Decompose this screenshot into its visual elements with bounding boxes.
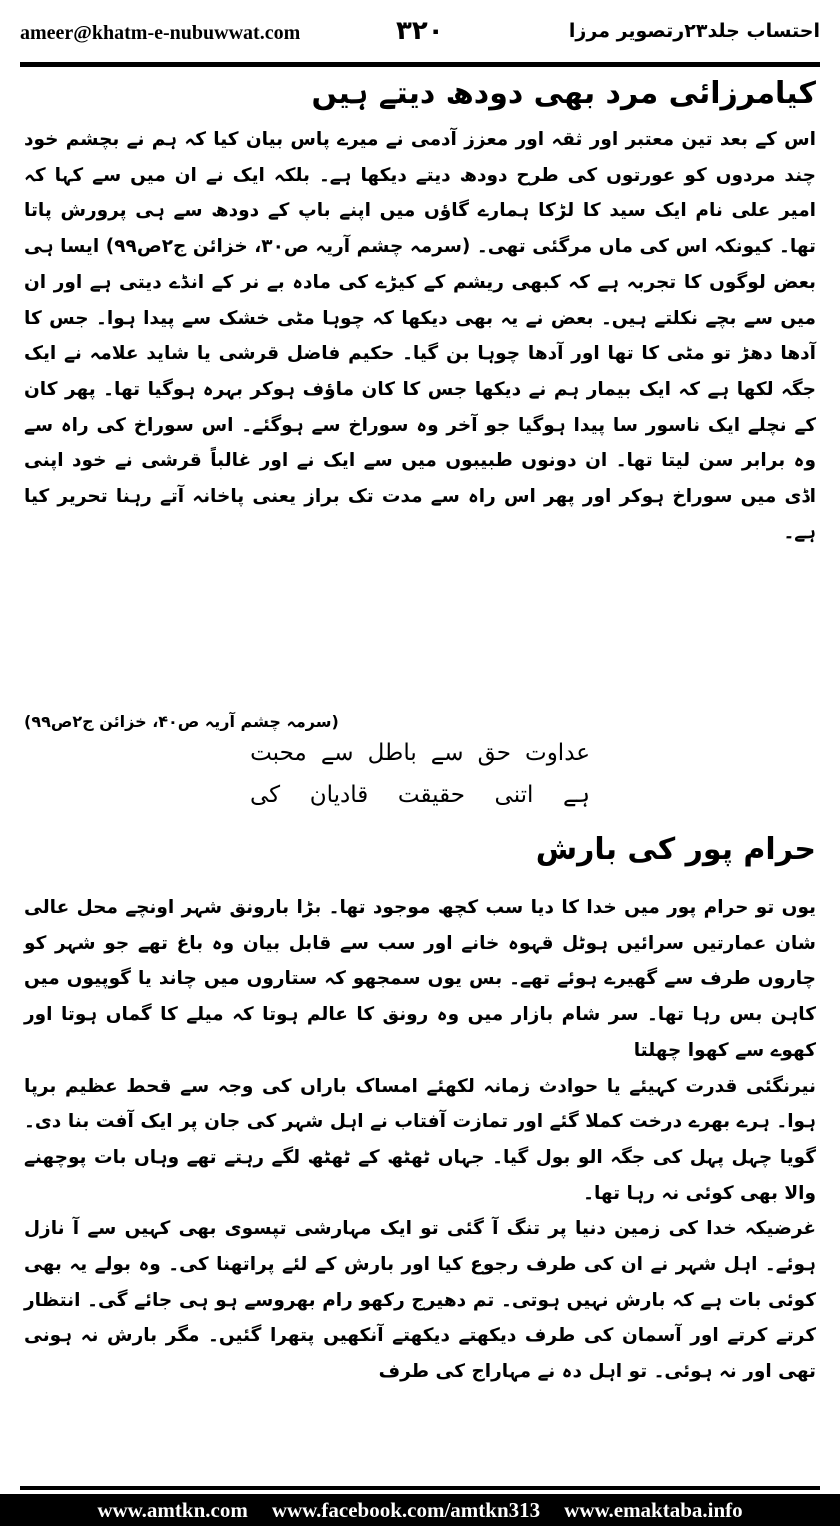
section-1-body bbox=[24, 122, 816, 550]
verse-word: حقیقت bbox=[397, 782, 465, 808]
footer-link-amtkn[interactable]: www.amtkn.com bbox=[97, 1497, 248, 1522]
page-number: ۳۲۰ bbox=[396, 16, 444, 46]
paragraph: یوں تو حرام پور میں خدا کا دیا سب کچھ موجود تھا۔ بڑا بارونق شہر اونچے محل عالی شان عمارتیں سرائیں ہوٹل قہوہ خانے اور سب سے قابل بیان وہ باغ تھے جو شہر کو چاروں طرف سے گھیرے ہوئے تھے۔ بس یوں سمجھو کہ ستاروں میں چاند یا گوپیوں میں کاہن بس رہا تھا۔ سر شام بازار میں وہ رونق کا عالم ہوتا کہ میلے کا گماں ہوتا اور کھوے سے کھوا چھلتا bbox=[24, 897, 816, 1061]
verse-word: عداوت bbox=[525, 740, 590, 766]
footer-link-emaktaba[interactable]: www.emaktaba.info bbox=[564, 1497, 743, 1522]
verse-word: قادیان bbox=[309, 782, 369, 808]
book-title: احتساب جلد۲۳رتصویر مرزا bbox=[568, 20, 820, 42]
section-2-body bbox=[24, 890, 816, 1390]
footer-bar bbox=[0, 1494, 840, 1526]
section-heading-2: حرام پور کی بارش bbox=[535, 832, 816, 867]
verse-word: باطل bbox=[367, 740, 417, 766]
verse-word: حق bbox=[477, 740, 511, 766]
reference-citation: (سرمہ چشم آریہ ص۴۰، خزائن ج۲ص۹۹) bbox=[24, 712, 339, 731]
paragraph: اس کے بعد تین معتبر اور ثقہ اور معزز آدمی نے میرے پاس بیان کیا کہ ہم نے بچشم خود چند مردوں کو عورتوں کی طرح دودھ دیتے دیکھا ہے۔ بلکہ ایک نے ان میں سے کہا کہ امیر علی نام ایک سید کا لڑکا ہمارے گاؤں میں اپنے باپ کے دودھ سے ہی پرورش پاتا تھا۔ کیونکہ اس کی ماں مرگئی تھی۔ (سرمہ چشم آریہ ص۳۰، خزائن ج۲ص۹۹) ایسا ہی بعض لوگوں کا تجربہ ہے کہ کبھی ریشم کے کیڑے کی مادہ بے نر کے انڈے دیتی ہے اور ان میں سے بچے نکلتے ہیں۔ بعض نے یہ بھی دیکھا کہ چوہا مٹی خشک سے پیدا ہوا۔ جس کا آدھا دھڑ تو مٹی کا تھا اور آدھا چوہا بن گیا۔ حکیم فاضل قرشی یا شاید علامہ نے ایک جگہ لکھا ہے کہ ایک بیمار ہم نے دیکھا جس کا کان ماؤف ہوکر بہرہ ہوگیا تھا۔ پھر کان کے نچلے ایک ناسور سا پیدا ہوگیا جو آخر وہ سوراخ سے ہوگئے۔ اس سوراخ کی راہ سے وہ برابر سن لیتا تھا۔ ان دونوں طبیبوں میں سے ایک نے اور غالباً قرشی نے خود اپنی اڈی میں سوراخ ہوکر اور پھر اس راہ سے مدت تک براز یعنی پاخانہ آتے رہنا تحریر کیا ہے۔ bbox=[24, 129, 816, 543]
verse-word: کی bbox=[250, 782, 281, 808]
verse-word: اتنی bbox=[494, 782, 534, 808]
verse-line-1 bbox=[250, 740, 590, 766]
verse-word: ہے bbox=[563, 782, 590, 808]
paragraph: نیرنگئی قدرت کہیئے یا حوادث زمانہ لکھئے امساک باراں کی وجہ سے قحط عظیم برپا ہوا۔ ہرے بھرے درخت کملا گئے اور تمازت آفتاب نے اہل شہر کی جان پر ایک آفت بنا دی۔ گویا چہل پہل کی جگہ الو بول گیا۔ جہاں ٹھٹھ کے ٹھٹھ لگے رہتے تھے وہاں بات پوچھنے والا بھی کوئی نہ رہا تھا۔ bbox=[24, 1075, 816, 1204]
footer-link-facebook[interactable]: www.facebook.com/amtkn313 bbox=[271, 1497, 541, 1522]
verse-word: محبت bbox=[250, 740, 307, 766]
verse-word: سے bbox=[430, 740, 464, 766]
footer-rule bbox=[20, 1486, 820, 1490]
page-header bbox=[20, 14, 820, 54]
verse-word: سے bbox=[320, 740, 354, 766]
header-rule bbox=[20, 62, 820, 67]
verse-line-2 bbox=[250, 782, 590, 808]
section-heading-1: کیامرزائی مرد بھی دودھ دیتے ہیں bbox=[311, 76, 816, 111]
paragraph: غرضیکہ خدا کی زمین دنیا پر تنگ آ گئی تو ایک مہارشی تپسوی بھی کہیں سے آ نازل ہوئے۔ اہل شہر نے ان کی طرف رجوع کیا اور بارش کے لئے پراتھنا کی۔ وہ بولے یہ بھی کوئی بات ہے کہ بارش نہیں ہوتی۔ تم دھیرج رکھو رام بھروسے ہو ہی جائے گی۔ انتظار کرتے کرتے اور آسمان کی طرف دیکھتے دیکھتے آنکھیں پتھرا گئیں۔ مگر بارش نہ ہونی تھی اور نہ ہوئی۔ تو اہل دہ نے مہاراج کی طرف bbox=[24, 1218, 816, 1383]
header-email[interactable]: ameer@khatm-e-nubuwwat.com bbox=[20, 22, 301, 44]
